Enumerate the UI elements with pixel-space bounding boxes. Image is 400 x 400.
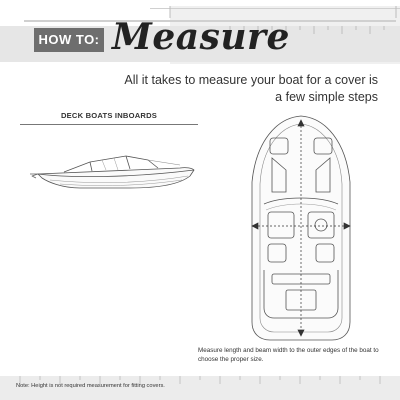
section-label: DECK BOATS INBOARDS: [60, 111, 158, 120]
subtitle: All it takes to measure your boat for a cover is a few simple steps: [124, 73, 378, 104]
boat-top-view-icon: [246, 112, 356, 344]
boat-side-view-icon: [30, 138, 200, 198]
section-divider: [20, 124, 198, 125]
footnote: Note: Height is not required measurement for fitting covers.: [16, 383, 165, 389]
instruction-text: Measure length and beam width to the outer edges of the boat to choose the proper size.: [198, 347, 379, 363]
page-title: Measure: [112, 16, 290, 58]
how-to-badge: HOW TO:: [34, 28, 104, 52]
